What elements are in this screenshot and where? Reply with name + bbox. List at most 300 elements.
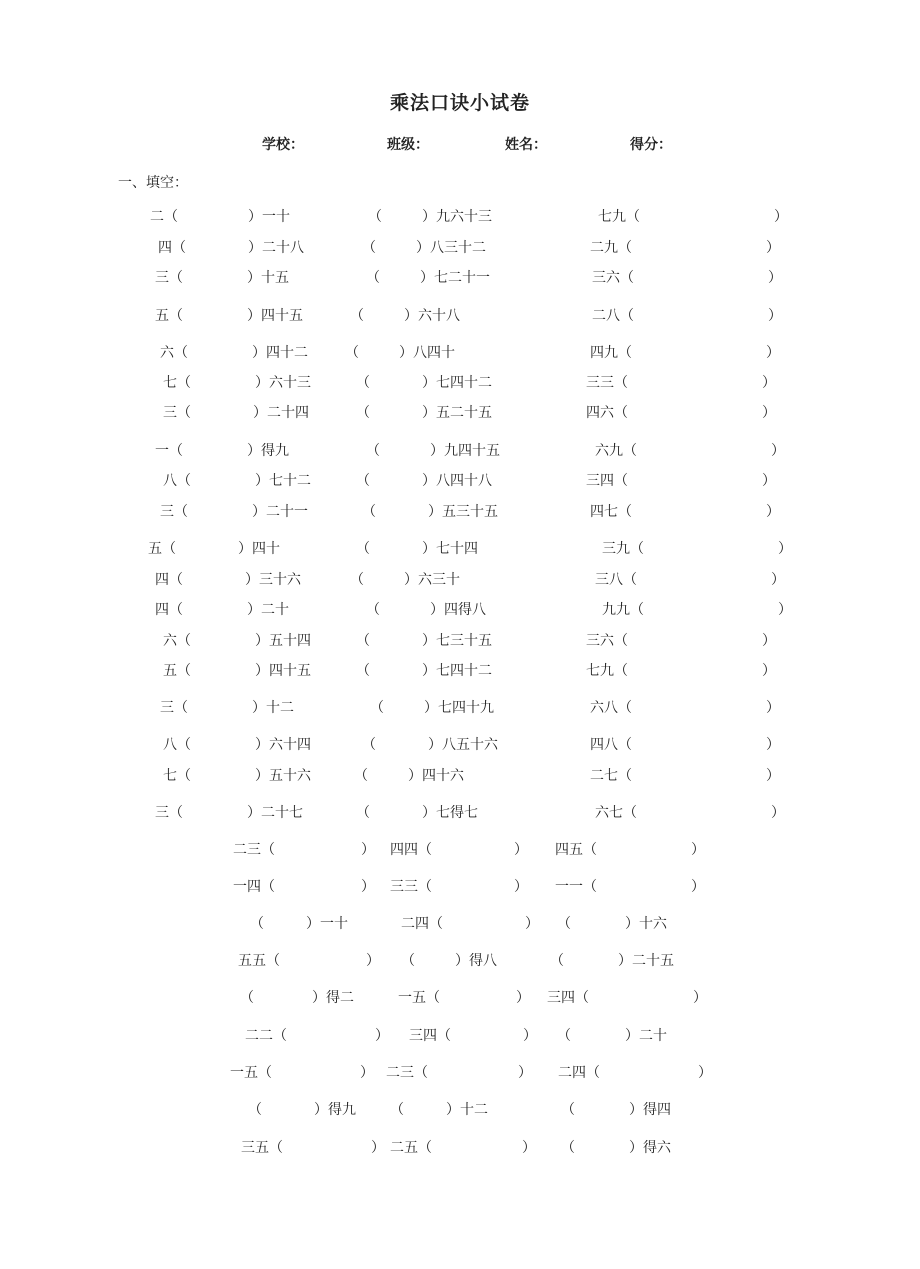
right-paren: ）: [768, 270, 782, 286]
item-prefix: 二八: [592, 308, 620, 324]
fill-in-item: [390, 1139, 536, 1157]
right-paren: ）: [247, 443, 261, 459]
item-prefix: 一五: [230, 1065, 258, 1081]
left-paren: （: [414, 1065, 428, 1081]
item-prefix: 二三: [386, 1065, 414, 1081]
right-paren: ）: [766, 240, 780, 256]
fill-in-item: [160, 344, 308, 362]
right-paren: ）: [766, 737, 780, 753]
right-paren: ）: [422, 375, 436, 391]
left-paren: （: [366, 602, 380, 618]
fill-in-item: [230, 1064, 374, 1082]
right-paren: ）: [404, 308, 418, 324]
left-paren: （: [356, 375, 370, 391]
left-paren: （: [269, 1140, 283, 1156]
left-paren: （: [626, 209, 640, 225]
left-paren: （: [561, 1102, 575, 1118]
right-paren: ）: [428, 737, 442, 753]
left-paren: （: [426, 990, 440, 1006]
item-suffix: 得二: [326, 990, 354, 1006]
fill-in-item: [558, 1064, 712, 1082]
left-paren: （: [618, 700, 632, 716]
right-paren: ）: [428, 504, 442, 520]
item-prefix: 三: [155, 805, 169, 821]
item-prefix: 六八: [590, 700, 618, 716]
right-paren: ）: [771, 443, 785, 459]
item-suffix: 十六: [639, 916, 667, 932]
item-suffix: 八四十: [413, 345, 455, 361]
left-paren: （: [614, 473, 628, 489]
right-paren: ）: [693, 990, 707, 1006]
right-paren: ）: [762, 375, 776, 391]
right-paren: ）: [255, 375, 269, 391]
right-paren: ）: [247, 308, 261, 324]
item-prefix: 一五: [398, 990, 426, 1006]
fill-in-item: [233, 841, 375, 859]
item-prefix: 六: [163, 633, 177, 649]
left-paren: （: [174, 345, 188, 361]
left-paren: （: [169, 805, 183, 821]
item-suffix: 九六十三: [436, 209, 492, 225]
fill-in-item: [390, 878, 528, 896]
item-suffix: 四十二: [266, 345, 308, 361]
right-paren: ）: [252, 504, 266, 520]
left-paren: （: [362, 737, 376, 753]
item-suffix: 七二十一: [434, 270, 490, 286]
right-paren: ）: [618, 953, 632, 969]
left-paren: （: [169, 270, 183, 286]
fill-in-item: [595, 804, 785, 822]
left-paren: （: [623, 572, 637, 588]
right-paren: ）: [762, 405, 776, 421]
right-paren: ）: [518, 1065, 532, 1081]
left-paren: （: [586, 1065, 600, 1081]
fill-in-item: [592, 307, 782, 325]
right-paren: ）: [430, 602, 444, 618]
score-label: 得分：: [630, 137, 672, 153]
fill-in-item: [590, 736, 780, 754]
left-paren: （: [618, 504, 632, 520]
right-paren: ）: [248, 209, 262, 225]
fill-in-item: [356, 472, 492, 490]
right-paren: ）: [247, 805, 261, 821]
left-paren: （: [429, 916, 443, 932]
fill-in-item: [592, 269, 782, 287]
left-paren: （: [618, 737, 632, 753]
left-paren: （: [177, 768, 191, 784]
item-suffix: 得九: [328, 1102, 356, 1118]
item-prefix: 三九: [602, 541, 630, 557]
left-paren: （: [177, 737, 191, 753]
left-paren: （: [366, 270, 380, 286]
fill-in-item: [356, 540, 478, 558]
item-suffix: 得八: [469, 953, 497, 969]
right-paren: ）: [691, 879, 705, 895]
fill-in-item: [155, 307, 303, 325]
right-paren: ）: [360, 1065, 374, 1081]
fill-in-item: [241, 1139, 385, 1157]
right-paren: ）: [422, 405, 436, 421]
fill-in-item: [386, 1064, 532, 1082]
fill-in-item: [362, 736, 498, 754]
left-paren: （: [623, 805, 637, 821]
item-suffix: 八三十二: [430, 240, 486, 256]
left-paren: （: [261, 879, 275, 895]
item-suffix: 二十五: [632, 953, 674, 969]
item-prefix: 三: [155, 270, 169, 286]
item-suffix: 二十四: [267, 405, 309, 421]
fill-in-item: [602, 601, 792, 619]
left-paren: （: [354, 768, 368, 784]
left-paren: （: [575, 990, 589, 1006]
left-paren: （: [261, 842, 275, 858]
item-suffix: 二十八: [262, 240, 304, 256]
left-paren: （: [368, 209, 382, 225]
right-paren: ）: [255, 633, 269, 649]
item-prefix: 三: [163, 405, 177, 421]
fill-in-item: [401, 952, 497, 970]
item-suffix: 十五: [261, 270, 289, 286]
left-paren: （: [583, 842, 597, 858]
item-suffix: 三十六: [259, 572, 301, 588]
fill-in-item: [163, 736, 311, 754]
item-suffix: 一十: [320, 916, 348, 932]
fill-in-item: [590, 239, 780, 257]
right-paren: ）: [238, 541, 252, 557]
left-paren: （: [356, 633, 370, 649]
item-prefix: 四六: [586, 405, 614, 421]
left-paren: （: [248, 1102, 262, 1118]
fill-in-item: [150, 208, 290, 226]
item-suffix: 十二: [266, 700, 294, 716]
fill-in-item: [595, 571, 785, 589]
right-paren: ）: [516, 990, 530, 1006]
fill-in-item: [401, 915, 539, 933]
left-paren: （: [362, 504, 376, 520]
item-prefix: 三: [160, 504, 174, 520]
fill-in-item: [356, 374, 492, 392]
item-suffix: 四十五: [261, 308, 303, 324]
left-paren: （: [172, 240, 186, 256]
right-paren: ）: [778, 541, 792, 557]
left-paren: （: [356, 541, 370, 557]
item-prefix: 四四: [390, 842, 418, 858]
fill-in-item: [561, 1101, 671, 1119]
left-paren: （: [174, 700, 188, 716]
fill-in-item: [398, 989, 530, 1007]
fill-in-item: [409, 1027, 537, 1045]
left-paren: （: [614, 633, 628, 649]
fill-in-item: [590, 767, 780, 785]
item-prefix: 四: [155, 602, 169, 618]
right-paren: ）: [422, 473, 436, 489]
left-paren: （: [614, 663, 628, 679]
right-paren: ）: [255, 737, 269, 753]
item-suffix: 七四十二: [436, 375, 492, 391]
left-paren: （: [240, 990, 254, 1006]
section-heading: 一、填空：: [118, 175, 188, 191]
item-prefix: 三六: [592, 270, 620, 286]
left-paren: （: [362, 240, 376, 256]
item-prefix: 三四: [409, 1028, 437, 1044]
left-paren: （: [583, 879, 597, 895]
left-paren: （: [418, 842, 432, 858]
fill-in-item: [356, 804, 478, 822]
class-label: 班级：: [387, 137, 429, 153]
fill-in-item: [354, 767, 464, 785]
left-paren: （: [350, 572, 364, 588]
right-paren: ）: [361, 879, 375, 895]
right-paren: ）: [766, 345, 780, 361]
left-paren: （: [169, 572, 183, 588]
right-paren: ）: [422, 805, 436, 821]
right-paren: ）: [314, 1102, 328, 1118]
item-prefix: 二四: [558, 1065, 586, 1081]
item-prefix: 五: [148, 541, 162, 557]
item-prefix: 四五: [555, 842, 583, 858]
right-paren: ）: [774, 209, 788, 225]
right-paren: ）: [422, 209, 436, 225]
left-paren: （: [614, 375, 628, 391]
item-prefix: 四九: [590, 345, 618, 361]
fill-in-item: [370, 699, 494, 717]
left-paren: （: [618, 345, 632, 361]
right-paren: ）: [455, 953, 469, 969]
item-suffix: 六三十: [418, 572, 460, 588]
right-paren: ）: [766, 700, 780, 716]
right-paren: ）: [625, 916, 639, 932]
right-paren: ）: [771, 572, 785, 588]
item-prefix: 七: [163, 768, 177, 784]
item-suffix: 得四: [643, 1102, 671, 1118]
right-paren: ）: [629, 1102, 643, 1118]
item-prefix: 六七: [595, 805, 623, 821]
right-paren: ）: [247, 270, 261, 286]
item-prefix: 二九: [590, 240, 618, 256]
name-label: 姓名：: [505, 137, 547, 153]
item-prefix: 二四: [401, 916, 429, 932]
left-paren: （: [618, 240, 632, 256]
fill-in-item: [233, 878, 375, 896]
fill-in-item: [350, 571, 460, 589]
right-paren: ）: [766, 768, 780, 784]
item-suffix: 二十: [261, 602, 289, 618]
fill-in-item: [155, 442, 289, 460]
school-label: 学校：: [262, 137, 304, 153]
right-paren: ）: [255, 663, 269, 679]
item-prefix: 二三: [233, 842, 261, 858]
item-prefix: 三六: [586, 633, 614, 649]
right-paren: ）: [422, 663, 436, 679]
right-paren: ）: [625, 1028, 639, 1044]
right-paren: ）: [361, 842, 375, 858]
item-prefix: 八: [163, 737, 177, 753]
left-paren: （: [418, 1140, 432, 1156]
item-prefix: 五: [155, 308, 169, 324]
left-paren: （: [390, 1102, 404, 1118]
item-suffix: 得六: [643, 1140, 671, 1156]
fill-in-item: [155, 571, 301, 589]
right-paren: ）: [691, 842, 705, 858]
fill-in-item: [160, 699, 294, 717]
item-suffix: 七十二: [269, 473, 311, 489]
fill-in-item: [598, 208, 788, 226]
right-paren: ）: [408, 768, 422, 784]
left-paren: （: [557, 1028, 571, 1044]
item-suffix: 四十六: [422, 768, 464, 784]
fill-in-item: [362, 503, 498, 521]
fill-in-item: [155, 269, 289, 287]
right-paren: ）: [430, 443, 444, 459]
left-paren: （: [401, 953, 415, 969]
left-paren: （: [177, 375, 191, 391]
item-prefix: 四七: [590, 504, 618, 520]
left-paren: （: [614, 405, 628, 421]
right-paren: ）: [698, 1065, 712, 1081]
fill-in-item: [163, 472, 311, 490]
fill-in-item: [586, 472, 776, 490]
item-prefix: 四: [158, 240, 172, 256]
fill-in-item: [356, 632, 492, 650]
item-prefix: 七九: [586, 663, 614, 679]
right-paren: ）: [523, 1028, 537, 1044]
left-paren: （: [177, 405, 191, 421]
right-paren: ）: [778, 602, 792, 618]
right-paren: ）: [525, 916, 539, 932]
item-suffix: 二十: [639, 1028, 667, 1044]
fill-in-item: [557, 1027, 667, 1045]
item-prefix: 一一: [555, 879, 583, 895]
fill-in-item: [590, 344, 780, 362]
fill-in-item: [158, 239, 304, 257]
right-paren: ）: [255, 473, 269, 489]
fill-in-item: [362, 239, 486, 257]
item-suffix: 八四十八: [436, 473, 492, 489]
item-suffix: 七三十五: [436, 633, 492, 649]
fill-in-item: [586, 662, 776, 680]
item-suffix: 五十四: [269, 633, 311, 649]
item-suffix: 一十: [262, 209, 290, 225]
item-suffix: 七四十九: [438, 700, 494, 716]
fill-in-item: [345, 344, 455, 362]
item-suffix: 五三十五: [442, 504, 498, 520]
left-paren: （: [557, 916, 571, 932]
right-paren: ）: [762, 633, 776, 649]
right-paren: ）: [514, 879, 528, 895]
item-prefix: 四: [155, 572, 169, 588]
item-suffix: 七十四: [436, 541, 478, 557]
item-prefix: 三三: [586, 375, 614, 391]
left-paren: （: [620, 308, 634, 324]
item-prefix: 七: [163, 375, 177, 391]
item-prefix: 三五: [241, 1140, 269, 1156]
item-suffix: 四十: [252, 541, 280, 557]
fill-in-item: [366, 601, 486, 619]
item-suffix: 二十七: [261, 805, 303, 821]
item-prefix: 二七: [590, 768, 618, 784]
item-suffix: 四得八: [444, 602, 486, 618]
fill-in-item: [163, 662, 311, 680]
fill-in-item: [586, 404, 776, 422]
right-paren: ）: [247, 602, 261, 618]
right-paren: ）: [762, 473, 776, 489]
item-prefix: 二二: [245, 1028, 273, 1044]
item-suffix: 六十八: [418, 308, 460, 324]
left-paren: （: [356, 805, 370, 821]
left-paren: （: [437, 1028, 451, 1044]
fill-in-item: [602, 540, 792, 558]
fill-in-item: [160, 503, 308, 521]
right-paren: ）: [312, 990, 326, 1006]
item-suffix: 九四十五: [444, 443, 500, 459]
fill-in-item: [248, 1101, 356, 1119]
right-paren: ）: [371, 1140, 385, 1156]
right-paren: ）: [422, 633, 436, 649]
left-paren: （: [350, 308, 364, 324]
left-paren: （: [345, 345, 359, 361]
left-paren: （: [162, 541, 176, 557]
fill-in-item: [590, 503, 780, 521]
item-prefix: 二: [150, 209, 164, 225]
item-prefix: 八: [163, 473, 177, 489]
left-paren: （: [169, 443, 183, 459]
left-paren: （: [370, 700, 384, 716]
right-paren: ）: [366, 953, 380, 969]
right-paren: ）: [404, 572, 418, 588]
item-prefix: 三三: [390, 879, 418, 895]
fill-in-item: [586, 374, 776, 392]
fill-in-item: [238, 952, 380, 970]
item-suffix: 五十六: [269, 768, 311, 784]
item-prefix: 三四: [547, 990, 575, 1006]
fill-in-item: [155, 601, 289, 619]
item-suffix: 八五十六: [442, 737, 498, 753]
fill-in-item: [245, 1027, 389, 1045]
left-paren: （: [561, 1140, 575, 1156]
item-prefix: 一: [155, 443, 169, 459]
fill-in-item: [550, 952, 674, 970]
fill-in-item: [555, 841, 705, 859]
right-paren: ）: [306, 916, 320, 932]
left-paren: （: [174, 504, 188, 520]
right-paren: ）: [446, 1102, 460, 1118]
left-paren: （: [618, 768, 632, 784]
right-paren: ）: [762, 663, 776, 679]
item-suffix: 二十一: [266, 504, 308, 520]
right-paren: ）: [253, 405, 267, 421]
left-paren: （: [258, 1065, 272, 1081]
item-prefix: 六: [160, 345, 174, 361]
right-paren: ）: [424, 700, 438, 716]
item-prefix: 四八: [590, 737, 618, 753]
item-prefix: 三四: [586, 473, 614, 489]
item-prefix: 三八: [595, 572, 623, 588]
right-paren: ）: [245, 572, 259, 588]
item-prefix: 五: [163, 663, 177, 679]
fill-in-item: [557, 915, 667, 933]
fill-in-item: [350, 307, 460, 325]
right-paren: ）: [629, 1140, 643, 1156]
item-suffix: 十二: [460, 1102, 488, 1118]
fill-in-item: [561, 1139, 671, 1157]
left-paren: （: [266, 953, 280, 969]
left-paren: （: [177, 473, 191, 489]
left-paren: （: [273, 1028, 287, 1044]
fill-in-item: [155, 804, 303, 822]
item-prefix: 三: [160, 700, 174, 716]
fill-in-item: [366, 442, 500, 460]
fill-in-item: [368, 208, 492, 226]
